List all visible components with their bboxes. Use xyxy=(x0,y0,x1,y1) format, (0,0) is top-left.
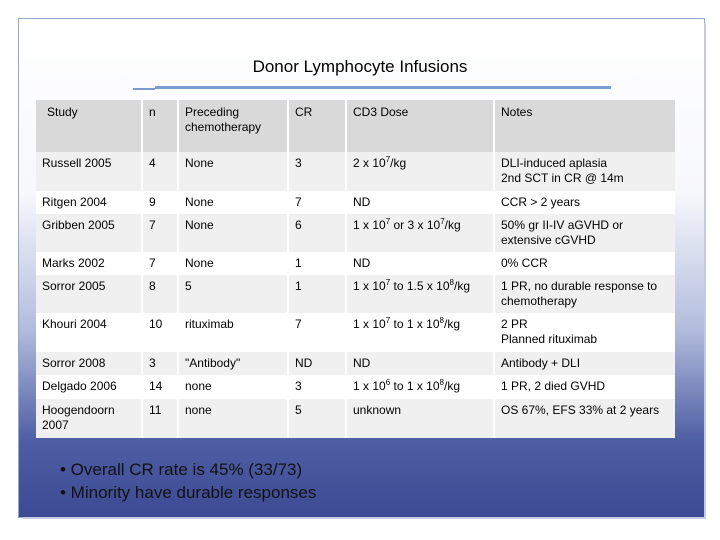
header-cr: CR xyxy=(288,100,346,152)
cell-cr: 3 xyxy=(288,375,346,399)
cell-notes: OS 67%, EFS 33% at 2 years xyxy=(494,399,675,438)
cell-preceding-chemotherapy: None xyxy=(178,252,288,275)
table-row xyxy=(36,375,675,399)
cell-cr: 3 xyxy=(288,152,346,191)
dose-exponent: 8 xyxy=(439,316,444,325)
cell-preceding-chemotherapy: None xyxy=(178,191,288,214)
cell-cd3-dose xyxy=(346,352,494,375)
cell-study: Marks 2002 xyxy=(36,252,142,275)
cell-study: Gribben 2005 xyxy=(36,214,142,252)
cell-preceding-chemotherapy: None xyxy=(178,152,288,191)
dose-text: ND xyxy=(353,195,371,209)
table-row xyxy=(36,399,675,438)
cell-preceding-chemotherapy: none xyxy=(178,399,288,438)
cell-study: Ritgen 2004 xyxy=(36,191,142,214)
bullet-overall-cr: • Overall CR rate is 45% (33/73) xyxy=(60,460,303,479)
cell-cd3-dose xyxy=(346,275,494,313)
cell-cd3-dose xyxy=(346,214,494,252)
cell-cr: ND xyxy=(288,352,346,375)
header-notes: Notes xyxy=(494,100,675,152)
dli-studies-table xyxy=(36,100,675,438)
cell-preceding-chemotherapy: "Antibody" xyxy=(178,352,288,375)
dose-text: /kg xyxy=(390,156,407,170)
dose-exponent: 6 xyxy=(385,378,391,387)
table-row xyxy=(36,313,675,352)
table-row xyxy=(36,275,675,313)
dose-text: /kg xyxy=(443,317,460,331)
cell-preceding-chemotherapy: 5 xyxy=(178,275,288,313)
dose-text: ND xyxy=(353,256,371,270)
cell-study: Hoogendoorn 2007 xyxy=(36,399,142,438)
table-row xyxy=(36,191,675,214)
dose-text: to 1 x 10 xyxy=(390,317,440,331)
cell-notes: DLI-induced aplasia 2nd SCT in CR @ 14m xyxy=(494,152,675,191)
dose-exponent: 7 xyxy=(385,217,391,226)
cell-preceding-chemotherapy: rituximab xyxy=(178,313,288,352)
cell-cr: 7 xyxy=(288,313,346,352)
dose-exponent: 7 xyxy=(385,316,391,325)
table-row xyxy=(36,152,675,191)
cell-n: 7 xyxy=(142,214,178,252)
cell-study: Russell 2005 xyxy=(36,152,142,191)
cell-cr: 6 xyxy=(288,214,346,252)
cell-notes: 50% gr II-IV aGVHD or extensive cGVHD xyxy=(494,214,675,252)
table-row xyxy=(36,252,675,275)
dose-text: 2 x 10 xyxy=(353,156,386,170)
dose-text: or 3 x 10 xyxy=(390,218,441,232)
cell-cr: 1 xyxy=(288,275,346,313)
dose-text: to 1.5 x 10 xyxy=(390,279,450,293)
dose-text: 1 x 10 xyxy=(353,218,386,232)
summary-bullets xyxy=(60,458,316,504)
title-underline-accent xyxy=(133,88,155,90)
dose-text: ND xyxy=(353,356,371,370)
cell-study: Sorror 2008 xyxy=(36,352,142,375)
dose-text: 1 x 10 xyxy=(353,279,386,293)
cell-n: 4 xyxy=(142,152,178,191)
cell-notes: 1 PR, 2 died GVHD xyxy=(494,375,675,399)
dose-text: /kg xyxy=(443,379,460,393)
dose-text: 1 x 10 xyxy=(353,379,386,393)
cell-n: 8 xyxy=(142,275,178,313)
cell-preceding-chemotherapy: None xyxy=(178,214,288,252)
cell-n: 14 xyxy=(142,375,178,399)
cell-cr: 5 xyxy=(288,399,346,438)
header-n: n xyxy=(142,100,178,152)
title-underline xyxy=(155,86,611,89)
dose-exponent: 7 xyxy=(385,278,391,287)
header-study: Study xyxy=(36,100,142,152)
cell-n: 11 xyxy=(142,399,178,438)
cell-study: Sorror 2005 xyxy=(36,275,142,313)
cell-cd3-dose xyxy=(346,252,494,275)
cell-notes: 1 PR, no durable response to chemotherapy xyxy=(494,275,675,313)
cell-cd3-dose xyxy=(346,191,494,214)
dose-text: 1 x 10 xyxy=(353,317,386,331)
cell-notes: Antibody + DLI xyxy=(494,352,675,375)
header-cd3-dose: CD3 Dose xyxy=(346,100,494,152)
table-row xyxy=(36,214,675,252)
table-header-row xyxy=(36,100,675,152)
cell-n: 7 xyxy=(142,252,178,275)
cell-study: Delgado 2006 xyxy=(36,375,142,399)
dose-exponent: 8 xyxy=(439,378,444,387)
dose-text: /kg xyxy=(444,218,461,232)
dose-text: to 1 x 10 xyxy=(390,379,440,393)
cell-cr: 7 xyxy=(288,191,346,214)
table-row xyxy=(36,352,675,375)
cell-notes: 0% CCR xyxy=(494,252,675,275)
dose-exponent: 8 xyxy=(449,278,454,287)
table-body xyxy=(36,152,675,438)
dose-text: /kg xyxy=(453,279,470,293)
cell-preceding-chemotherapy: none xyxy=(178,375,288,399)
header-preceding-chemotherapy: Preceding chemotherapy xyxy=(178,100,288,152)
cell-notes: 2 PR Planned rituximab xyxy=(494,313,675,352)
dose-text: unknown xyxy=(353,403,402,417)
cell-n: 3 xyxy=(142,352,178,375)
cell-cd3-dose xyxy=(346,399,494,438)
cell-cr: 1 xyxy=(288,252,346,275)
cell-cd3-dose xyxy=(346,152,494,191)
cell-n: 9 xyxy=(142,191,178,214)
cell-cd3-dose xyxy=(346,375,494,399)
dose-exponent: 7 xyxy=(440,217,445,226)
cell-cd3-dose xyxy=(346,313,494,352)
cell-notes: CCR > 2 years xyxy=(494,191,675,214)
bullet-durable-responses: • Minority have durable responses xyxy=(60,483,317,502)
cell-study: Khouri 2004 xyxy=(36,313,142,352)
slide-title: Donor Lymphocyte Infusions xyxy=(252,57,468,76)
cell-n: 10 xyxy=(142,313,178,352)
dose-exponent: 7 xyxy=(385,155,391,164)
